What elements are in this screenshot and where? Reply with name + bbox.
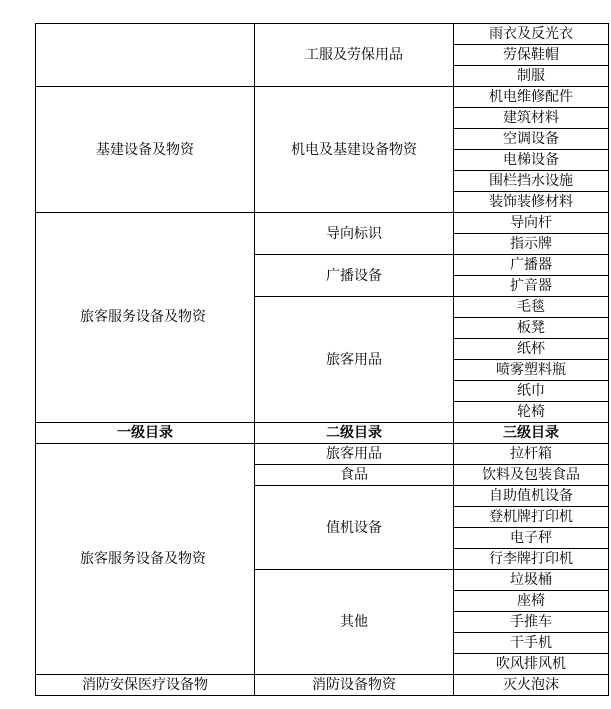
header-row [36,423,609,444]
level2-cell: 工服及劳保用品 [255,24,454,87]
level2-cell: 机电及基建设备物资 [255,87,454,213]
catalog-table-body [36,24,609,696]
level3-cell: 劳保鞋帽 [454,45,609,66]
level3-cell: 导向杆 [454,213,609,234]
level3-cell: 电梯设备 [454,150,609,171]
level3-cell: 吹风排风机 [454,654,609,675]
level3-cell: 空调设备 [454,129,609,150]
level3-cell: 自助值机设备 [454,486,609,507]
level2-cell: 广播设备 [255,255,454,297]
catalog-table [35,23,609,696]
level3-cell: 垃圾桶 [454,570,609,591]
level2-cell: 消防设备物资 [255,675,454,696]
level1-cell [36,24,255,87]
level3-cell: 轮椅 [454,402,609,423]
level3-cell: 灭火泡沫 [454,675,609,696]
level2-cell: 其他 [255,570,454,675]
level2-cell: 旅客用品 [255,444,454,465]
level3-cell: 装饰装修材料 [454,192,609,213]
level2-cell: 食品 [255,465,454,486]
level3-cell: 围栏挡水设施 [454,171,609,192]
level3-cell: 制服 [454,66,609,87]
level3-cell: 拉杆箱 [454,444,609,465]
level3-cell: 扩音器 [454,276,609,297]
level2-cell: 导向标识 [255,213,454,255]
level1-cell: 消防安保医疗设备物 [36,675,255,696]
table-row [36,444,609,465]
level2-cell: 值机设备 [255,486,454,570]
table-row [36,24,609,45]
level1-cell: 基建设备及物资 [36,87,255,213]
level3-cell: 纸杯 [454,339,609,360]
level3-cell: 电子秤 [454,528,609,549]
level3-cell: 机电维修配件 [454,87,609,108]
level3-cell: 手推车 [454,612,609,633]
header-level1: 一级目录 [36,423,255,444]
table-row [36,675,609,696]
level3-cell: 行李牌打印机 [454,549,609,570]
level2-cell: 旅客用品 [255,297,454,423]
header-level3: 三级目录 [454,423,609,444]
level1-cell: 旅客服务设备及物资 [36,444,255,675]
table-row [36,213,609,234]
level1-cell: 旅客服务设备及物资 [36,213,255,423]
level3-cell: 指示牌 [454,234,609,255]
level3-cell: 登机牌打印机 [454,507,609,528]
level3-cell: 饮料及包装食品 [454,465,609,486]
level3-cell: 板凳 [454,318,609,339]
level3-cell: 座椅 [454,591,609,612]
table-row [36,87,609,108]
header-level2: 二级目录 [255,423,454,444]
level3-cell: 干手机 [454,633,609,654]
level3-cell: 纸巾 [454,381,609,402]
level3-cell: 雨衣及反光衣 [454,24,609,45]
level3-cell: 喷雾塑料瓶 [454,360,609,381]
level3-cell: 建筑材料 [454,108,609,129]
level3-cell: 广播器 [454,255,609,276]
level3-cell: 毛毯 [454,297,609,318]
